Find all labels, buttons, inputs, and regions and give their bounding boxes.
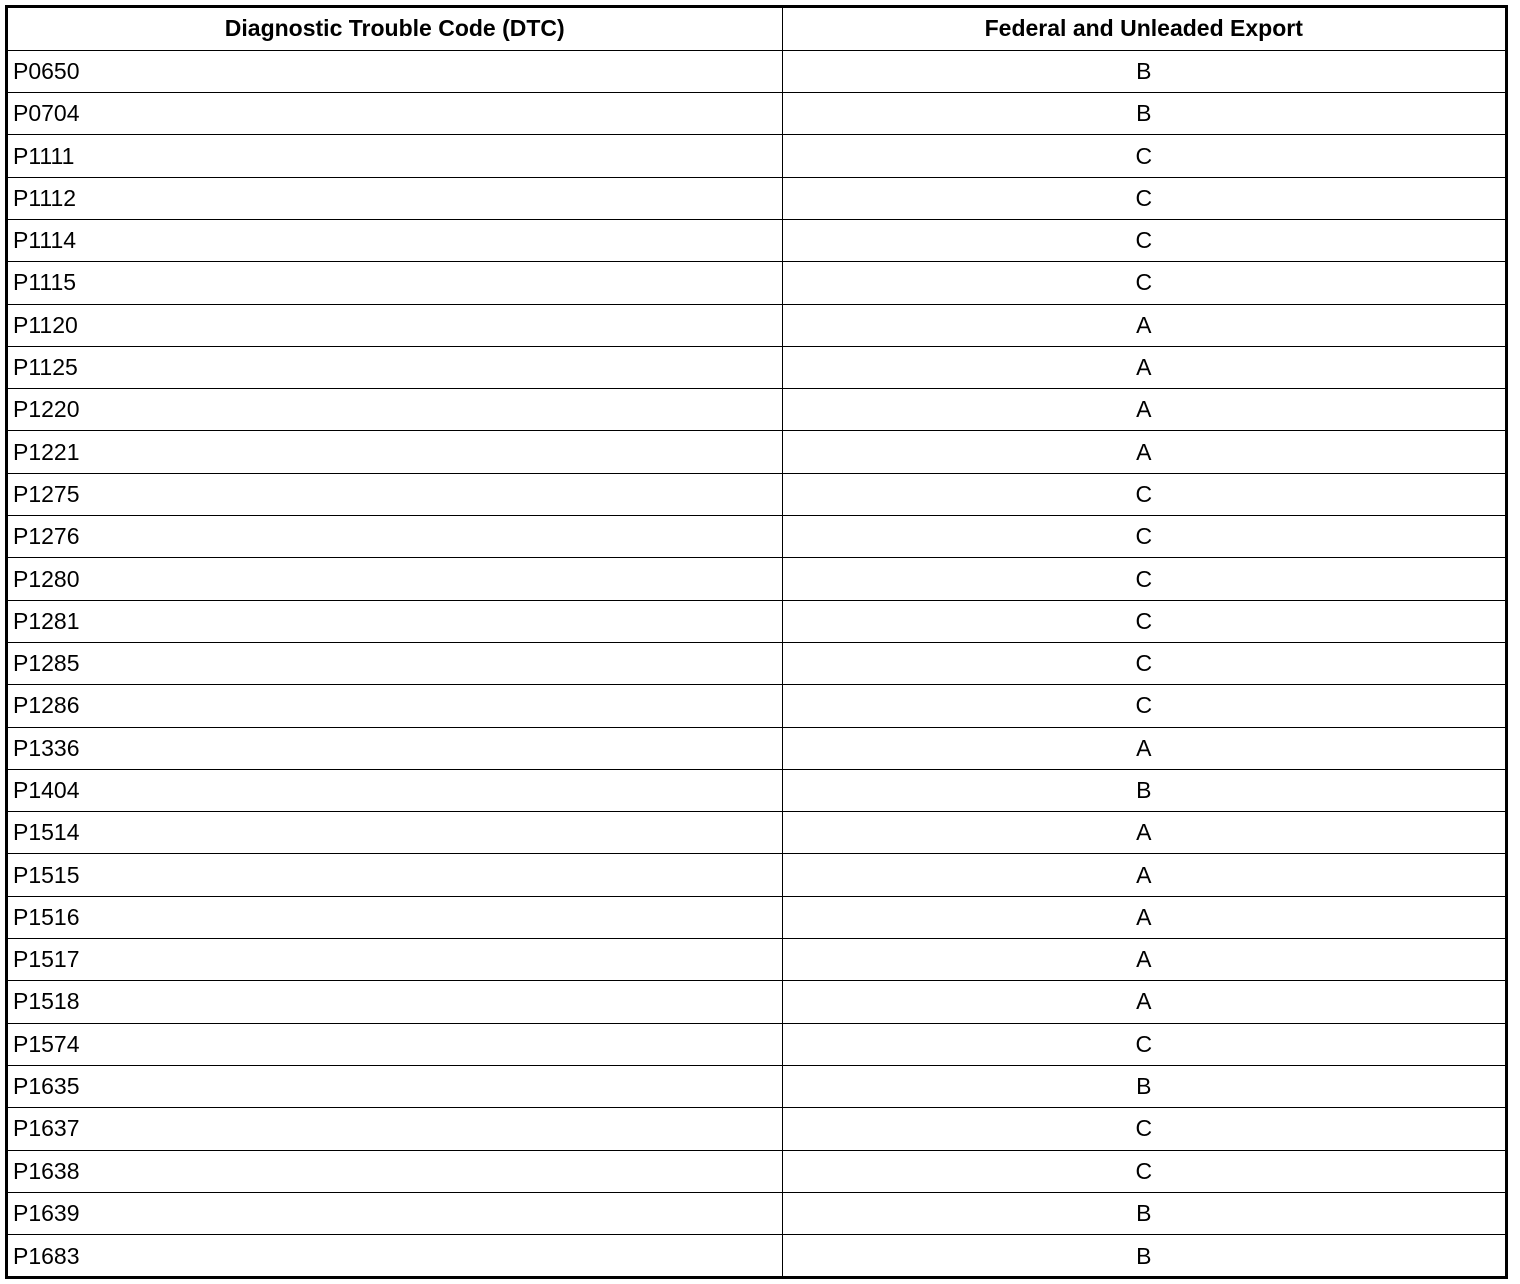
table-row (8, 854, 1505, 896)
federal-unleaded-export-cell: A (782, 812, 1505, 854)
federal-unleaded-export-cell: C (782, 177, 1505, 219)
federal-unleaded-export-cell: A (782, 431, 1505, 473)
dtc-code-cell: P0704 (8, 93, 782, 135)
dtc-code-cell: P1286 (8, 685, 782, 727)
table-row (8, 346, 1505, 388)
table-row (8, 642, 1505, 684)
dtc-code-cell: P1404 (8, 769, 782, 811)
dtc-code-cell: P1220 (8, 389, 782, 431)
dtc-code-cell: P1635 (8, 1065, 782, 1107)
dtc-code-cell: P1683 (8, 1235, 782, 1277)
federal-unleaded-export-cell: A (782, 896, 1505, 938)
dtc-code-cell: P1285 (8, 642, 782, 684)
table-row (8, 219, 1505, 261)
table-row (8, 304, 1505, 346)
federal-unleaded-export-cell: C (782, 1150, 1505, 1192)
federal-unleaded-export-cell: C (782, 135, 1505, 177)
table-row (8, 177, 1505, 219)
column-header-federal-unleaded-export: Federal and Unleaded Export (782, 8, 1505, 50)
dtc-code-cell: P1280 (8, 558, 782, 600)
federal-unleaded-export-cell: C (782, 473, 1505, 515)
federal-unleaded-export-cell: B (782, 50, 1505, 92)
federal-unleaded-export-cell: A (782, 854, 1505, 896)
dtc-code-cell: P1518 (8, 981, 782, 1023)
table-row (8, 685, 1505, 727)
dtc-code-cell: P1120 (8, 304, 782, 346)
federal-unleaded-export-cell: C (782, 516, 1505, 558)
table-row (8, 981, 1505, 1023)
table-row (8, 1192, 1505, 1234)
dtc-code-cell: P1112 (8, 177, 782, 219)
table-row (8, 473, 1505, 515)
dtc-code-cell: P1281 (8, 600, 782, 642)
table-body (8, 50, 1505, 1277)
table-row (8, 727, 1505, 769)
federal-unleaded-export-cell: C (782, 219, 1505, 261)
table-row (8, 389, 1505, 431)
dtc-code-cell: P1637 (8, 1108, 782, 1150)
dtc-code-cell: P1515 (8, 854, 782, 896)
table-row (8, 1065, 1505, 1107)
federal-unleaded-export-cell: A (782, 304, 1505, 346)
dtc-code-cell: P1221 (8, 431, 782, 473)
dtc-code-cell: P1111 (8, 135, 782, 177)
federal-unleaded-export-cell: C (782, 262, 1505, 304)
federal-unleaded-export-cell: C (782, 642, 1505, 684)
table-row (8, 812, 1505, 854)
table-row (8, 516, 1505, 558)
column-header-dtc: Diagnostic Trouble Code (DTC) (8, 8, 782, 50)
dtc-code-cell: P1574 (8, 1023, 782, 1065)
table-row (8, 769, 1505, 811)
dtc-code-cell: P1125 (8, 346, 782, 388)
dtc-table (8, 8, 1505, 1277)
dtc-code-cell: P1275 (8, 473, 782, 515)
table-row (8, 431, 1505, 473)
table-row (8, 1023, 1505, 1065)
federal-unleaded-export-cell: B (782, 769, 1505, 811)
federal-unleaded-export-cell: A (782, 389, 1505, 431)
federal-unleaded-export-cell: B (782, 1192, 1505, 1234)
dtc-table-container (5, 5, 1508, 1279)
table-header-row (8, 8, 1505, 50)
federal-unleaded-export-cell: C (782, 600, 1505, 642)
federal-unleaded-export-cell: B (782, 93, 1505, 135)
table-row (8, 262, 1505, 304)
dtc-code-cell: P1516 (8, 896, 782, 938)
federal-unleaded-export-cell: A (782, 727, 1505, 769)
table-row (8, 50, 1505, 92)
federal-unleaded-export-cell: C (782, 1108, 1505, 1150)
federal-unleaded-export-cell: A (782, 346, 1505, 388)
table-row (8, 135, 1505, 177)
dtc-code-cell: P1115 (8, 262, 782, 304)
table-row (8, 1108, 1505, 1150)
dtc-code-cell: P1638 (8, 1150, 782, 1192)
dtc-code-cell: P1517 (8, 939, 782, 981)
dtc-code-cell: P1639 (8, 1192, 782, 1234)
table-row (8, 939, 1505, 981)
table-row (8, 600, 1505, 642)
federal-unleaded-export-cell: B (782, 1065, 1505, 1107)
table-row (8, 1150, 1505, 1192)
dtc-code-cell: P1336 (8, 727, 782, 769)
federal-unleaded-export-cell: A (782, 939, 1505, 981)
table-row (8, 896, 1505, 938)
table-row (8, 93, 1505, 135)
dtc-code-cell: P1276 (8, 516, 782, 558)
dtc-code-cell: P0650 (8, 50, 782, 92)
table-row (8, 1235, 1505, 1277)
federal-unleaded-export-cell: B (782, 1235, 1505, 1277)
federal-unleaded-export-cell: C (782, 558, 1505, 600)
table-row (8, 558, 1505, 600)
dtc-code-cell: P1114 (8, 219, 782, 261)
dtc-code-cell: P1514 (8, 812, 782, 854)
federal-unleaded-export-cell: C (782, 1023, 1505, 1065)
federal-unleaded-export-cell: C (782, 685, 1505, 727)
federal-unleaded-export-cell: A (782, 981, 1505, 1023)
